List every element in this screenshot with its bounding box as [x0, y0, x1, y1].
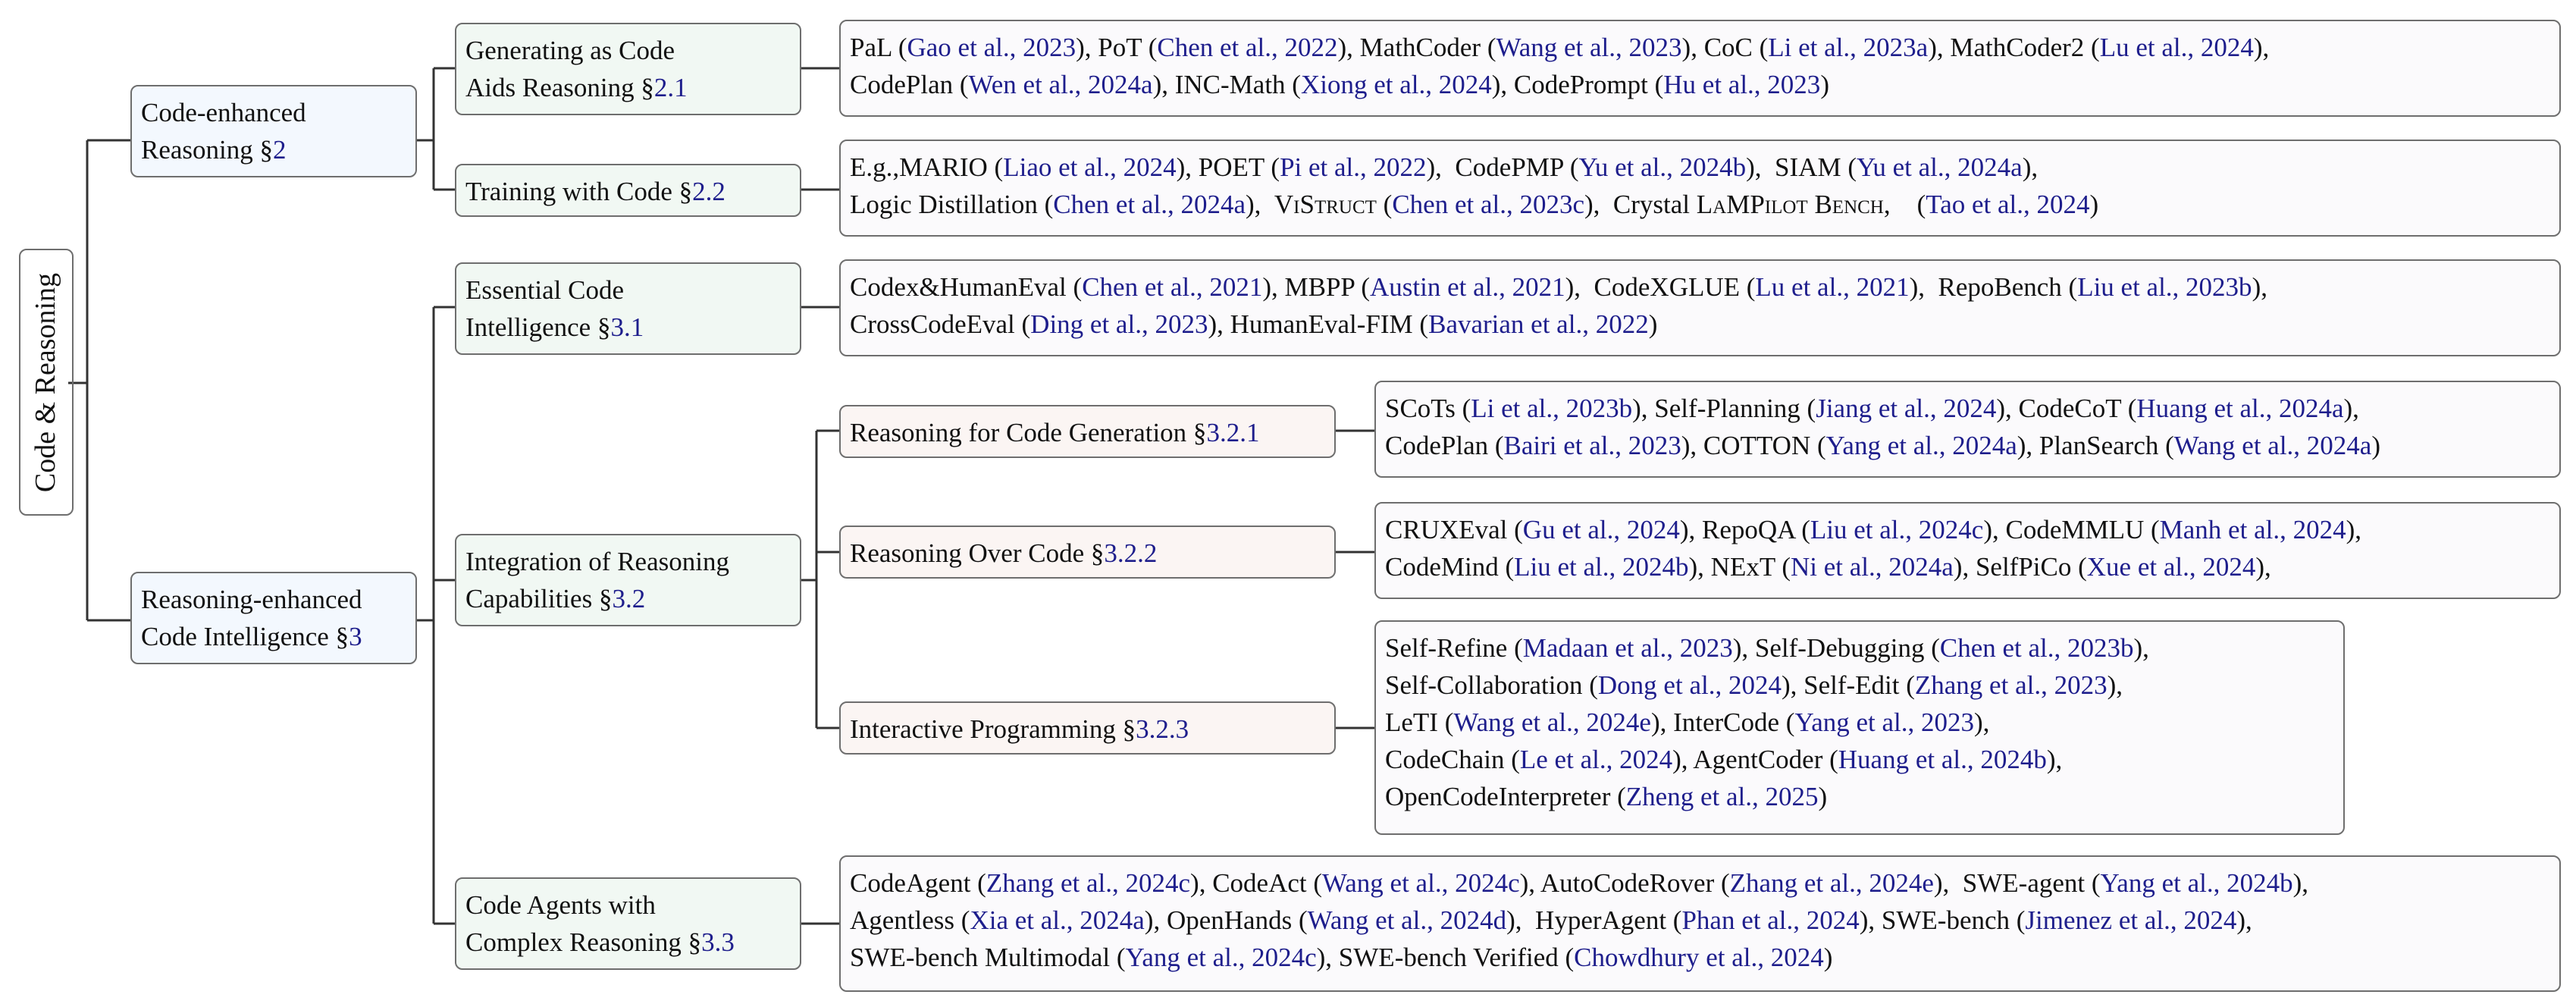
- citation-link[interactable]: Liu et al., 2024b: [1514, 552, 1689, 582]
- leaf-text: ), Crystal: [1584, 190, 1697, 219]
- leaf-text: ), OpenHands (: [1144, 905, 1308, 935]
- leaf-line: [1385, 511, 2550, 548]
- label-line: [465, 173, 791, 210]
- citation-link[interactable]: Yang et al., 2024a: [1825, 431, 2017, 460]
- leaf-text: ), AgentCoder (: [1672, 745, 1838, 774]
- leaf-line: [1385, 629, 2334, 667]
- citation-link[interactable]: Huang et al., 2024b: [1838, 745, 2047, 774]
- label-line: [465, 580, 791, 617]
- citation-link[interactable]: Xiong et al., 2024: [1300, 70, 1492, 99]
- leaf-line: [850, 186, 2550, 223]
- leaf-s31: [839, 259, 2561, 356]
- subsection-training-with-code: [455, 164, 801, 217]
- section-ref-link[interactable]: 2.2: [692, 177, 725, 206]
- citation-link[interactable]: Li et al., 2023b: [1471, 394, 1633, 423]
- leaf-text: Agentless (: [850, 905, 970, 935]
- leaf-text: CodeAgent (: [850, 868, 986, 898]
- citation-link[interactable]: Ni et al., 2024a: [1790, 552, 1954, 582]
- leaf-text: ), PoT (: [1076, 33, 1158, 62]
- leaf-text: ),: [2107, 670, 2123, 700]
- leaf-line: [850, 268, 2550, 306]
- citation-link[interactable]: Madaan et al., 2023: [1522, 633, 1733, 663]
- leaf-line: [1385, 778, 2334, 815]
- leaf-s321: [1374, 381, 2561, 478]
- citation-link[interactable]: Lu et al., 2024: [2099, 33, 2254, 62]
- root-label: Code & Reasoning: [30, 272, 62, 492]
- citation-link[interactable]: Xue et al., 2024: [2086, 552, 2256, 582]
- leaf-text: ), Self-Edit (: [1781, 670, 1915, 700]
- leaf-text: CrossCodeEval (: [850, 309, 1031, 339]
- citation-link[interactable]: Chen et al., 2021: [1082, 272, 1263, 302]
- label-text: Code Agents with: [465, 890, 656, 920]
- citation-link[interactable]: Liu et al., 2023b: [2077, 272, 2252, 302]
- citation-link[interactable]: Yu et al., 2024b: [1578, 152, 1747, 182]
- label-line: [465, 271, 791, 309]
- citation-link[interactable]: Yang et al., 2024c: [1125, 943, 1317, 972]
- citation-link[interactable]: Yu et al., 2024a: [1856, 152, 2023, 182]
- leaf-text: E.g.,MARIO (: [850, 152, 1004, 182]
- leaf-text: ), SIAM (: [1746, 152, 1857, 182]
- leaf-s22: [839, 140, 2561, 237]
- citation-link[interactable]: Manh et al., 2024: [2159, 515, 2346, 544]
- citation-link[interactable]: Wang et al., 2024e: [1453, 708, 1651, 737]
- label-text: Aids Reasoning §: [465, 73, 654, 102]
- section-ref-link[interactable]: 3.2.1: [1206, 418, 1260, 447]
- section-ref-link[interactable]: 2.1: [653, 73, 688, 102]
- connector-s32: [801, 431, 839, 728]
- citation-link[interactable]: Gao et al., 2023: [907, 33, 1076, 62]
- citation-link[interactable]: Jimenez et al., 2024: [2025, 905, 2237, 935]
- leaf-text: ), MBPP (: [1262, 272, 1371, 302]
- section-ref-link[interactable]: 3.2: [612, 584, 646, 613]
- label-text: Integration of Reasoning: [465, 547, 729, 576]
- label-line: [141, 618, 406, 655]
- leaf-text: CodePlan (: [850, 70, 969, 99]
- label-line: [465, 886, 791, 924]
- leaf-text: ), HumanEval-FIM (: [1208, 309, 1429, 339]
- leaf-text: ), InterCode (: [1650, 708, 1795, 737]
- leaf-text: ),: [2346, 515, 2361, 544]
- leaf-text: ), CodeCoT (: [1996, 394, 2137, 423]
- label-line: [850, 535, 1325, 572]
- citation-link[interactable]: Tao et al., 2024: [1926, 190, 2090, 219]
- leaf-line: [1385, 548, 2550, 585]
- leaf-s323: [1374, 620, 2345, 835]
- leaf-s21: [839, 20, 2561, 117]
- citation-link[interactable]: Dong et al., 2024: [1597, 670, 1782, 700]
- citation-link[interactable]: Li et al., 2023a: [1768, 33, 1929, 62]
- citation-link[interactable]: Xia et al., 2024a: [970, 905, 1145, 935]
- citation-link[interactable]: Yang et al., 2024b: [2100, 868, 2293, 898]
- leaf-text: ),: [2343, 394, 2359, 423]
- leaf-text: , (: [1883, 190, 1926, 219]
- label-line: [141, 94, 406, 131]
- leaf-text: ),: [2133, 633, 2149, 663]
- leaf-line: [1385, 390, 2550, 427]
- citation-link[interactable]: Bavarian et al., 2022: [1428, 309, 1649, 339]
- citation-link[interactable]: Chowdhury et al., 2024: [1574, 943, 1824, 972]
- leaf-text: SCoTs (: [1385, 394, 1471, 423]
- leaf-text: ), Self-Debugging (: [1732, 633, 1940, 663]
- label-line: [465, 309, 791, 346]
- subsection-essential-code-intelligence: [455, 262, 801, 355]
- citation-link[interactable]: Zhang et al., 2024e: [1729, 868, 1934, 898]
- section-ref-link[interactable]: 2: [273, 135, 287, 165]
- leaf-text: ), CodeMMLU (: [1983, 515, 2160, 544]
- label-text: Complex Reasoning §: [465, 927, 702, 957]
- citation-link[interactable]: Zheng et al., 2025: [1625, 782, 1819, 811]
- label-text: Generating as Code: [465, 36, 675, 65]
- label-text: Interactive Programming §: [850, 714, 1136, 744]
- leaf-text: OpenCodeInterpreter (: [1385, 782, 1626, 811]
- leaf-text: ),: [2022, 152, 2039, 182]
- leaf-text: ), MathCoder2 (: [1928, 33, 2100, 62]
- label-text: Training with Code §: [465, 177, 693, 206]
- label-line: [465, 32, 791, 69]
- citation-link[interactable]: Austin et al., 2021: [1370, 272, 1565, 302]
- section-ref-link[interactable]: 3.3: [701, 927, 735, 957]
- leaf-text: ),: [2046, 745, 2063, 774]
- citation-link[interactable]: Wang et al., 2024c: [1322, 868, 1520, 898]
- citation-link[interactable]: Gu et al., 2024: [1522, 515, 1680, 544]
- citation-link[interactable]: Zhang et al., 2023: [1914, 670, 2107, 700]
- connector-s3: [417, 307, 455, 924]
- label-text: Code-enhanced: [141, 98, 306, 127]
- leaf-text: ),: [2292, 868, 2308, 898]
- citation-link[interactable]: Chen et al., 2022: [1157, 33, 1338, 62]
- leaf-text: ), MathCoder (: [1337, 33, 1496, 62]
- leaf-text: ), AutoCodeRover (: [1519, 868, 1730, 898]
- label-text: Reasoning Over Code §: [850, 538, 1105, 568]
- leaf-text: ): [2371, 431, 2380, 460]
- label-line: [141, 131, 406, 168]
- connector-s2: [417, 68, 455, 190]
- subsection-integration-of-reasoning: [455, 534, 801, 626]
- citation-link[interactable]: Huang et al., 2024a: [2136, 394, 2344, 423]
- leaf-text: ), HyperAgent (: [1506, 905, 1682, 935]
- leaf-text: (: [1376, 190, 1393, 219]
- leaf-text: ), SelfPiCo (: [1953, 552, 2087, 582]
- leaf-text: ), INC-Math (: [1152, 70, 1301, 99]
- leaf-line: [850, 29, 2550, 66]
- label-text: Reasoning for Code Generation §: [850, 418, 1207, 447]
- citation-link[interactable]: Hu et al., 2023: [1663, 70, 1821, 99]
- section-ref-link[interactable]: 3.1: [610, 312, 644, 342]
- leaf-line: [850, 306, 2550, 343]
- benchmark-name: VıStruct: [1274, 190, 1377, 219]
- citation-link[interactable]: Jiang et al., 2024: [1816, 394, 1997, 423]
- citation-link[interactable]: Le et al., 2024: [1519, 745, 1673, 774]
- leaf-s33: [839, 855, 2561, 992]
- leaf-text: ), SWE-bench Verified (: [1316, 943, 1575, 972]
- leaf-text: ): [1823, 943, 1833, 972]
- leaf-text: Self-Refine (: [1385, 633, 1523, 663]
- leaf-text: CodePlan (: [1385, 431, 1504, 460]
- citation-link[interactable]: Bairi et al., 2023: [1503, 431, 1681, 460]
- leaf-text: ), CodePMP (: [1426, 152, 1579, 182]
- subsubsection-reasoning-for-code-generation: [839, 405, 1336, 458]
- citation-link[interactable]: Zhang et al., 2024c: [986, 868, 1191, 898]
- leaf-line: [850, 864, 2550, 902]
- section-reasoning-enhanced-code-intelligence: [130, 572, 417, 664]
- leaf-text: Self-Collaboration (: [1385, 670, 1598, 700]
- leaf-text: LeTI (: [1385, 708, 1454, 737]
- leaf-text: ),: [2236, 905, 2252, 935]
- citation-link[interactable]: Wang et al., 2023: [1496, 33, 1682, 62]
- root-node: [19, 249, 74, 516]
- label-line: [465, 543, 791, 580]
- leaf-text: ), CodePrompt (: [1491, 70, 1664, 99]
- leaf-text: ),: [2252, 272, 2267, 302]
- leaf-text: ), RepoBench (: [1909, 272, 2078, 302]
- leaf-text: ),: [1245, 190, 1274, 219]
- label-text: Reasoning §: [141, 135, 274, 165]
- citation-link[interactable]: Ding et al., 2023: [1030, 309, 1208, 339]
- section-ref-link[interactable]: 3: [349, 622, 362, 651]
- label-line: [850, 414, 1325, 451]
- subsection-code-agents: [455, 877, 801, 970]
- subsubsection-reasoning-over-code: [839, 526, 1336, 579]
- leaf-text: ): [2089, 190, 2099, 219]
- leaf-line: [1385, 704, 2334, 741]
- leaf-text: PaL (: [850, 33, 907, 62]
- label-text: Essential Code: [465, 275, 624, 305]
- leaf-text: ): [1648, 309, 1658, 339]
- label-line: [465, 69, 791, 106]
- leaf-line: [850, 66, 2550, 103]
- leaf-line: [1385, 667, 2334, 704]
- section-code-enhanced-reasoning: [130, 85, 417, 177]
- citation-link[interactable]: Wang et al., 2024a: [2173, 431, 2372, 460]
- subsection-generating-as-code: [455, 23, 801, 115]
- section-ref-link[interactable]: 3.2.3: [1136, 714, 1189, 744]
- leaf-text: ), Self-Planning (: [1632, 394, 1816, 423]
- label-line: [850, 711, 1325, 748]
- leaf-text: ), PlanSearch (: [2017, 431, 2174, 460]
- label-text: Reasoning-enhanced: [141, 585, 362, 614]
- connector-root: [68, 140, 130, 620]
- leaf-text: ): [1818, 782, 1828, 811]
- leaf-text: ), SWE-bench (: [1859, 905, 2026, 935]
- leaf-line: [1385, 741, 2334, 778]
- leaf-text: ),: [2253, 33, 2270, 62]
- citation-link[interactable]: Wen et al., 2024a: [968, 70, 1153, 99]
- leaf-text: ),: [1974, 708, 1990, 737]
- leaf-text: ), RepoQA (: [1679, 515, 1810, 544]
- leaf-text: ), CoC (: [1681, 33, 1769, 62]
- leaf-text: ): [1820, 70, 1829, 99]
- label-text: Capabilities §: [465, 584, 613, 613]
- leaf-text: CRUXEval (: [1385, 515, 1523, 544]
- leaf-text: ), SWE-agent (: [1933, 868, 2101, 898]
- leaf-line: [850, 902, 2550, 939]
- leaf-text: ), POET (: [1176, 152, 1280, 182]
- leaf-line: [850, 939, 2550, 976]
- citation-link[interactable]: Yang et al., 2023: [1794, 708, 1975, 737]
- leaf-text: ), NExT (: [1688, 552, 1791, 582]
- leaf-text: ), COTTON (: [1681, 431, 1826, 460]
- leaf-text: CodeMind (: [1385, 552, 1515, 582]
- citation-link[interactable]: Phan et al., 2024: [1681, 905, 1860, 935]
- leaf-text: ), CodeAct (: [1190, 868, 1323, 898]
- label-line: [465, 924, 791, 961]
- citation-link[interactable]: Liu et al., 2024c: [1810, 515, 1984, 544]
- citation-link[interactable]: Chen et al., 2023c: [1392, 190, 1584, 219]
- leaf-text: ), CodeXGLUE (: [1565, 272, 1756, 302]
- citation-link[interactable]: Lu et al., 2021: [1755, 272, 1910, 302]
- subsubsection-interactive-programming: [839, 701, 1336, 755]
- leaf-line: [1385, 427, 2550, 464]
- citation-link[interactable]: Pi et al., 2022: [1280, 152, 1427, 182]
- leaf-text: SWE-bench Multimodal (: [850, 943, 1126, 972]
- label-text: Intelligence §: [465, 312, 611, 342]
- leaf-text: Codex&HumanEval (: [850, 272, 1083, 302]
- citation-link[interactable]: Chen et al., 2024a: [1053, 190, 1246, 219]
- leaf-s322: [1374, 502, 2561, 599]
- leaf-text: CodeChain (: [1385, 745, 1520, 774]
- citation-link[interactable]: Liao et al., 2024: [1003, 152, 1177, 182]
- leaf-line: [850, 149, 2550, 186]
- section-ref-link[interactable]: 3.2.2: [1104, 538, 1158, 568]
- label-line: [141, 581, 406, 618]
- leaf-text: ),: [2255, 552, 2271, 582]
- benchmark-name: LaMPilot Bench: [1696, 190, 1884, 219]
- label-text: Code Intelligence §: [141, 622, 349, 651]
- citation-link[interactable]: Wang et al., 2024d: [1307, 905, 1507, 935]
- citation-link[interactable]: Chen et al., 2023b: [1939, 633, 2134, 663]
- leaf-text: Logic Distillation (: [850, 190, 1054, 219]
